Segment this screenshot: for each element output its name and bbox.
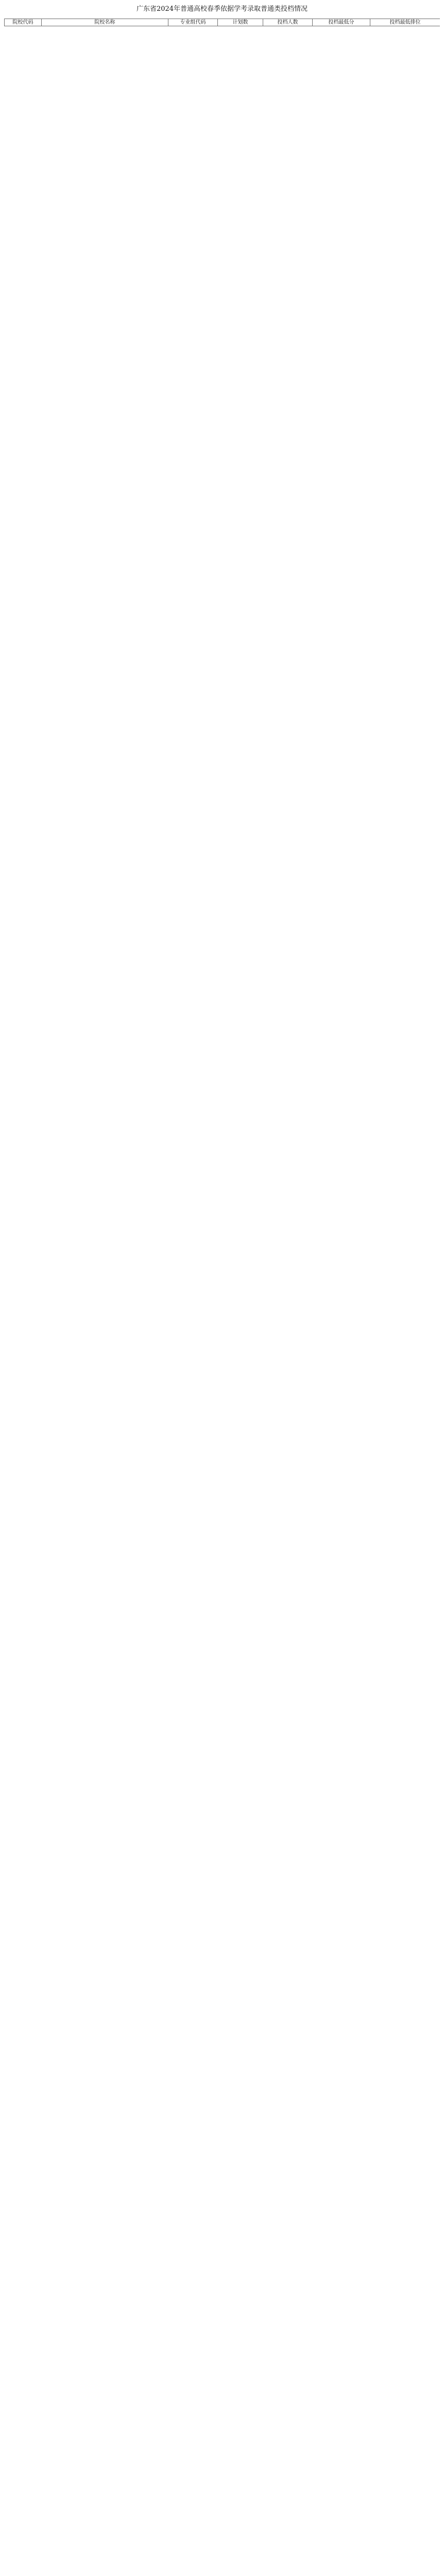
column-header-min-rank: 投档最低排位 — [370, 19, 440, 26]
table-header-row — [5, 19, 440, 26]
column-header-school-name: 院校名称 — [42, 19, 168, 26]
column-header-admitted-count: 投档人数 — [263, 19, 313, 26]
admission-table-container — [4, 19, 440, 2576]
column-header-plan-count: 计划数 — [218, 19, 263, 26]
page-title: 广东省2024年普通高校春季依据学考录取普通类投档情况 — [136, 5, 308, 13]
column-header-min-score: 投档最低分 — [313, 19, 370, 26]
column-header-school-code: 院校代码 — [5, 19, 42, 26]
column-header-major-group-code: 专业组代码 — [168, 19, 218, 26]
admission-table — [4, 19, 440, 26]
